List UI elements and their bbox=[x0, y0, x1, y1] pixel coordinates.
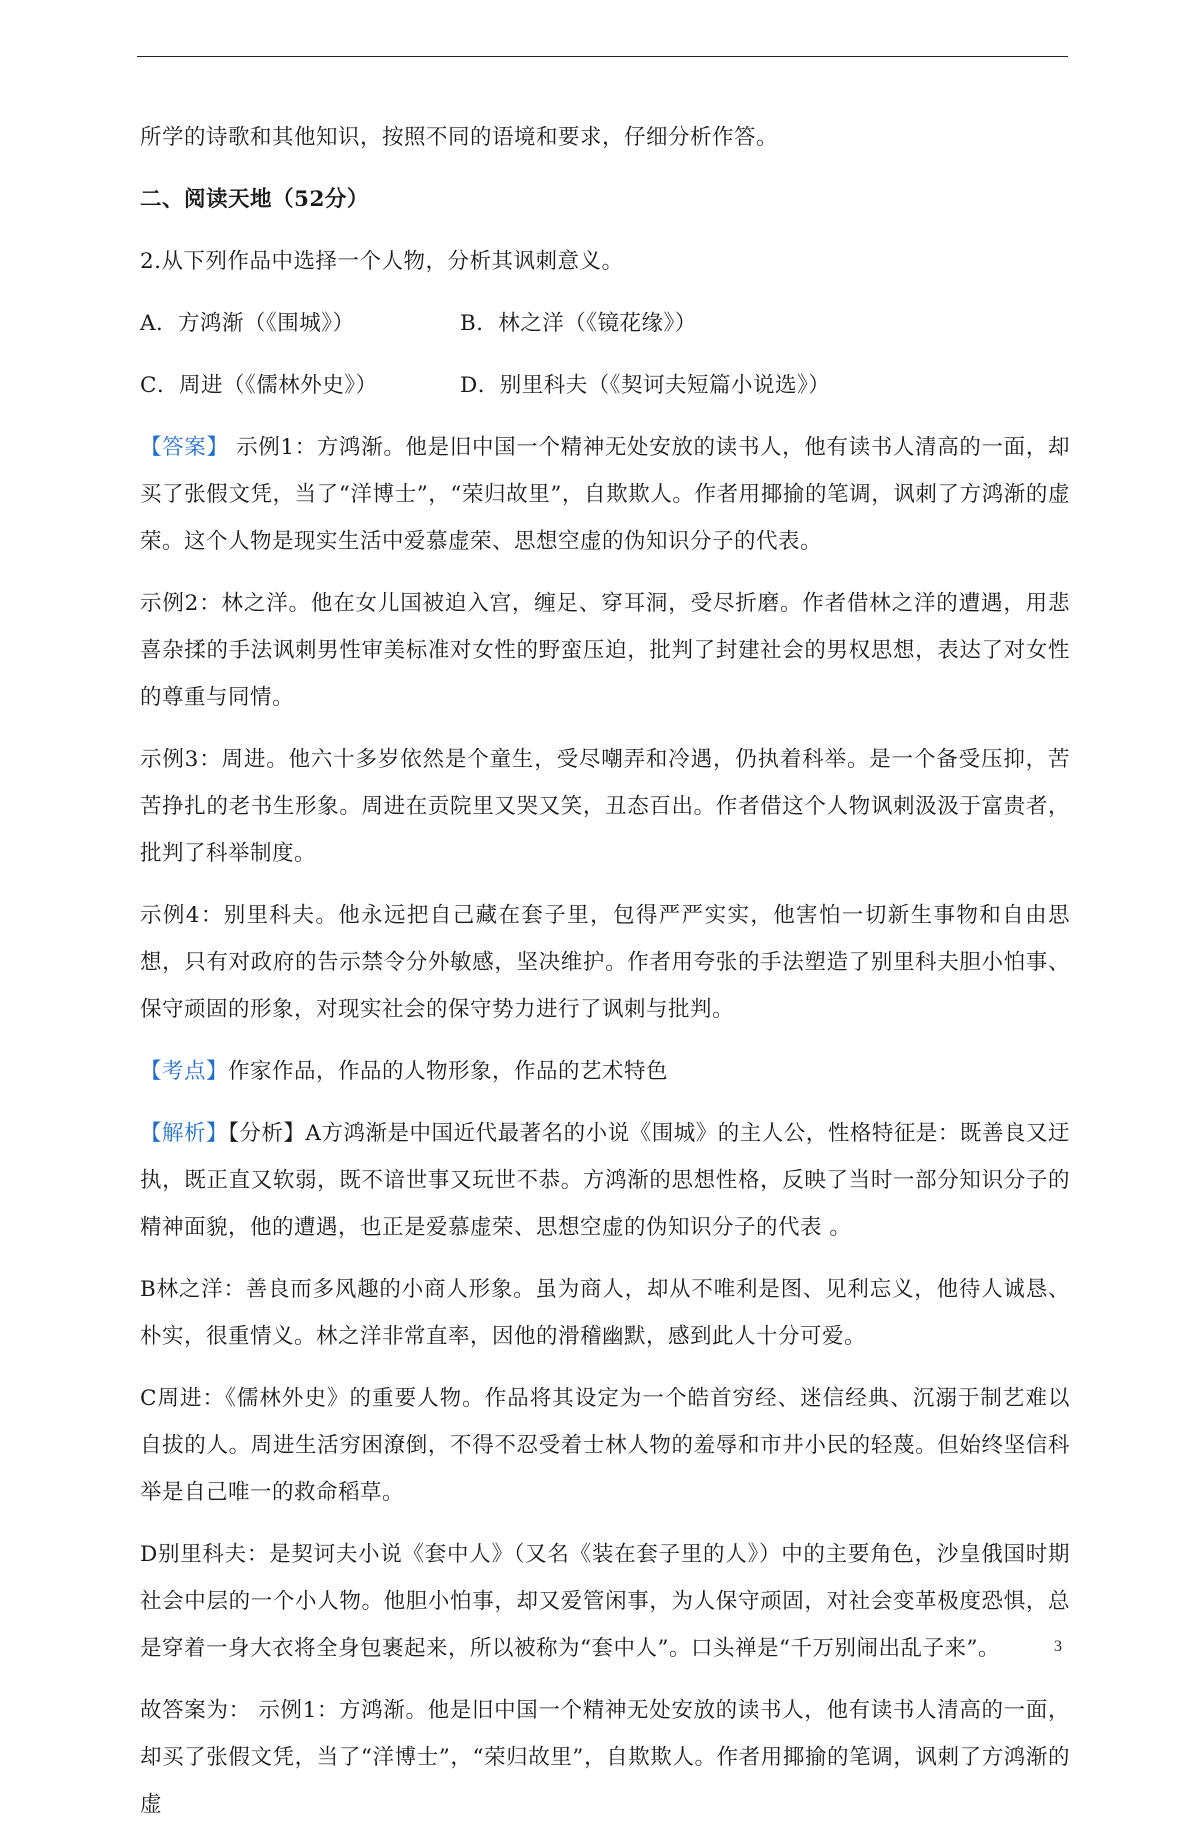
intro-line: 所学的诗歌和其他知识，按照不同的语境和要求，仔细分析作答。 bbox=[140, 125, 779, 150]
answer-text: 示例1：方鸿渐。他是旧中国一个精神无处安放的读书人，他有读书人清高的一面，却买了张假文凭，当了“洋博士”，“荣归故里”，自欺欺人。作者用揶揄的笔调，讽刺了方鸿渐的虚荣。这个人物是现实生活中爱慕虚荣、思想空虚的伪知识分子的代表。 bbox=[140, 435, 1070, 554]
answer-paragraph bbox=[140, 424, 1070, 565]
header-rule bbox=[137, 56, 1068, 57]
answer-tag: 【答案】 bbox=[140, 435, 229, 460]
jiexi-text: 【分析】A方鸿渐是中国近代最著名的小说《围城》的主人公，性格特征是：既善良又迂执，既正直又软弱，既不谙世事又玩世不恭。方鸿渐的思想性格，反映了当时一部分知识分子的精神面貌，他的遭遇，也正是爱慕虚荣、思想空虚的伪知识分子的代表 。 bbox=[140, 1121, 1070, 1240]
document-body bbox=[140, 114, 1070, 1828]
final-answer: 故答案为： 示例1：方鸿渐。他是旧中国一个精神无处安放的读书人，他有读书人清高的一面，却买了张假文凭，当了“洋博士”，“荣归故里”，自欺欺人。作者用揶揄的笔调，讽刺了方鸿渐的虚 bbox=[140, 1698, 1070, 1817]
kaodian-text: 作家作品，作品的人物形象，作品的艺术特色 bbox=[228, 1059, 669, 1084]
option-b: B．林之洋（《镜花缘》） bbox=[460, 311, 697, 336]
section-title: 二、阅读天地（52分） bbox=[140, 187, 369, 212]
example-3: 示例3：周进。他六十多岁依然是个童生，受尽嘲弄和冷遇，仍执着科举。是一个备受压抑，苦苦挣扎的老书生形象。周进在贡院里又哭又笑，丑态百出。作者借这个人物讽刺汲汲于富贵者，批判了科举制度。 bbox=[140, 747, 1070, 866]
example-4: 示例4：别里科夫。他永远把自己藏在套子里，包得严严实实，他害怕一切新生事物和自由思想，只有对政府的告示禁令分外敏感，坚决维护。作者用夸张的手法塑造了别里科夫胆小怕事、保守顽固的形象，对现实社会的保守势力进行了讽刺与批判。 bbox=[140, 903, 1070, 1022]
options-row-1 bbox=[140, 300, 1070, 347]
option-d: D．别里科夫（《契诃夫短篇小说选》） bbox=[460, 373, 831, 398]
question-text: 2.从下列作品中选择一个人物，分析其讽刺意义。 bbox=[140, 249, 624, 274]
kaodian-tag: 【考点】 bbox=[140, 1059, 229, 1084]
page-number: 3 bbox=[1054, 1638, 1062, 1655]
analysis-d: D别里科夫：是契诃夫小说《套中人》（又名《装在套子里的人》）中的主要角色，沙皇俄国时期社会中层的一个小人物。他胆小怕事，却又爱管闲事，为人保守顽固，对社会变革极度恐惧，总是穿着一身大衣将全身包裹起来，所以被称为“套中人”。口头禅是“千万别闹出乱子来”。 bbox=[140, 1542, 1070, 1661]
example-2: 示例2：林之洋。他在女儿国被迫入宫，缠足、穿耳洞，受尽折磨。作者借林之洋的遭遇，用悲喜杂揉的手法讽刺男性审美标准对女性的野蛮压迫，批判了封建社会的男权思想，表达了对女性的尊重与同情。 bbox=[140, 591, 1070, 710]
options-row-2 bbox=[140, 362, 1070, 409]
option-c: C．周进（《儒林外史》） bbox=[140, 373, 378, 398]
kaodian-paragraph bbox=[140, 1048, 1070, 1095]
jiexi-tag: 【解析】 bbox=[140, 1121, 229, 1146]
jiexi-paragraph bbox=[140, 1110, 1070, 1251]
analysis-c: C周进：《儒林外史》的重要人物。作品将其设定为一个皓首穷经、迷信经典、沉溺于制艺难以自拔的人。周进生活穷困潦倒，不得不忍受着士林人物的羞辱和市井小民的轻蔑。但始终坚信科举是自己唯一的救命稻草。 bbox=[140, 1386, 1070, 1505]
option-a: A．方鸿渐（《围城》） bbox=[140, 311, 355, 336]
analysis-b: B林之洋：善良而多风趣的小商人形象。虽为商人，却从不唯利是图、见利忘义，他待人诚恳、朴实，很重情义。林之洋非常直率，因他的滑稽幽默，感到此人十分可爱。 bbox=[140, 1277, 1070, 1349]
